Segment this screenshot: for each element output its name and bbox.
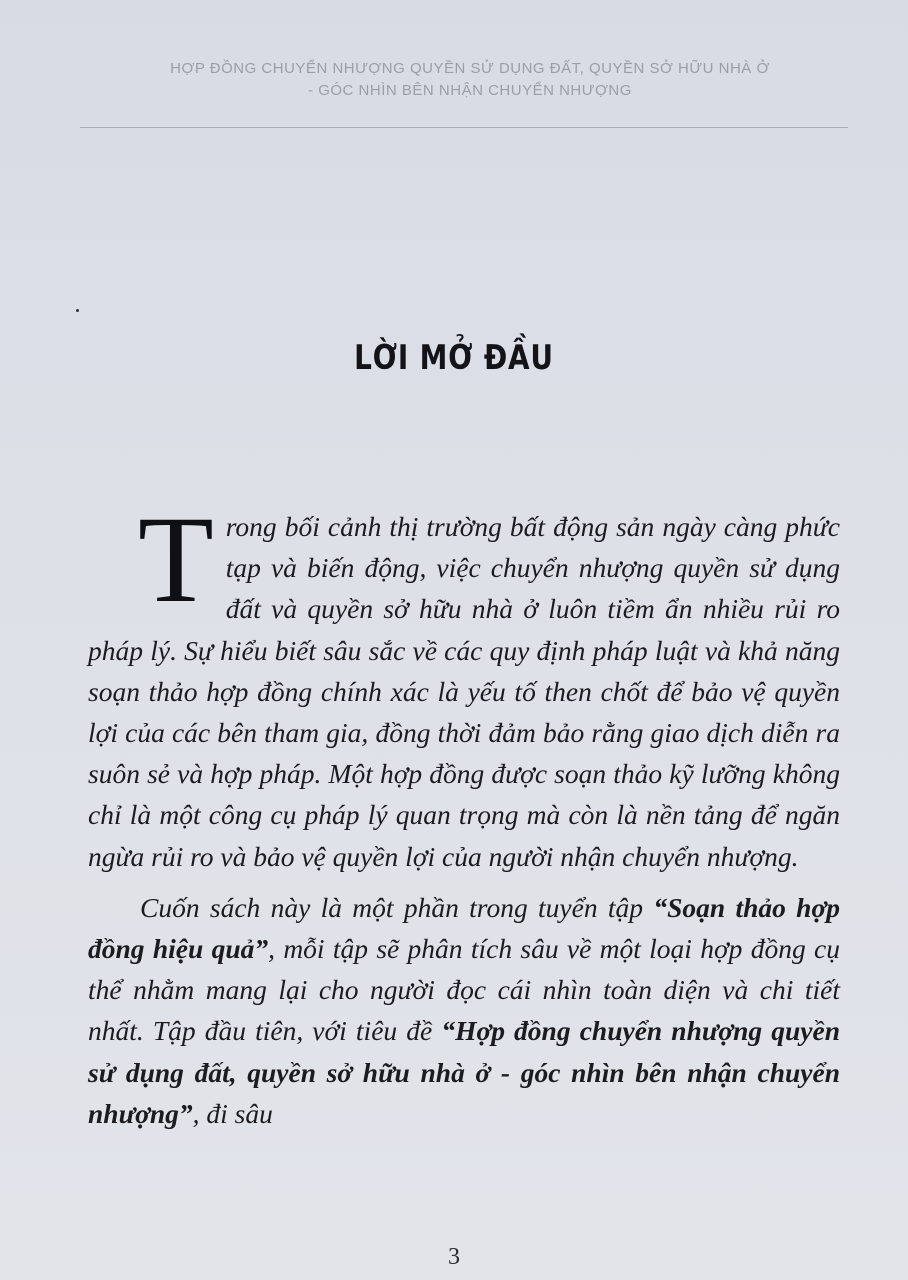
paragraph-2-text-b: , mỗi tập sẽ phân tích sâu về một loại hợp đồng cụ thể nhằm mang lại cho người đọc cái nhìn toàn diện và chi tiết nhất. Tập đầu tiên, với tiêu đề [88, 933, 840, 1047]
running-header-line-2: - GÓC NHÌN BÊN NHẬN CHUYỂN NHƯỢNG [308, 82, 632, 99]
paragraph-2-text-a: Cuốn sách này là một phần trong tuyển tập [140, 891, 654, 923]
series-title: “Soạn thảo hợp đồng hiệu quả” [88, 891, 840, 965]
page-number: 3 [448, 1244, 460, 1270]
running-header-line-1: HỢP ĐỒNG CHUYỂN NHƯỢNG QUYỀN SỬ DỤNG ĐẤT, QUYỀN SỞ HỮU NHÀ Ở [170, 60, 770, 77]
drop-cap: T [138, 491, 214, 628]
paragraph-2-text-c: , đi sâu [192, 1097, 273, 1129]
running-header [100, 58, 840, 102]
header-divider [80, 127, 848, 128]
paragraph-1-text: rong bối cảnh thị trường bất động sản ngày càng phức tạp và biến động, việc chuyển nhượng quyền sử dụng đất và quyền sở hữu nhà ở luôn tiềm ẩn nhiều rủi ro pháp lý. Sự hiểu biết sâu sắc về các quy định pháp luật và khả năng soạn thảo hợp đồng chính xác là yếu tố then chốt để bảo vệ quyền lợi của các bên tham gia, đồng thời đảm bảo rằng giao dịch diễn ra suôn sẻ và hợp pháp. Một hợp đồng được soạn thảo kỹ lưỡng không chỉ là một công cụ pháp lý quan trọng mà còn là nền tảng để ngăn ngừa rủi ro và bảo vệ quyền lợi của người nhận chuyển nhượng. [88, 511, 840, 872]
chapter-title: LỜI MỞ ĐẦU [354, 338, 554, 378]
paragraph-1 [88, 491, 840, 877]
paragraph-2 [88, 887, 840, 1134]
volume-title: “Hợp đồng chuyển nhượng quyền sử dụng đất, quyền sở hữu nhà ở - góc nhìn bên nhận chuyển nhượng” [88, 1015, 841, 1129]
margin-dot [76, 309, 79, 312]
body-text [88, 491, 841, 1134]
